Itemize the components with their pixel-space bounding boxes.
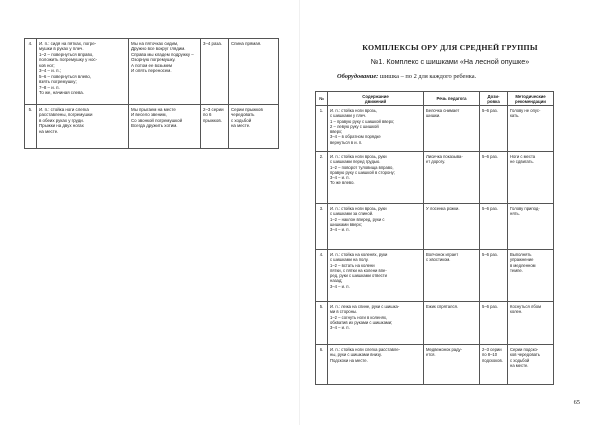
table-row bbox=[316, 250, 554, 302]
cell-dose: 5–6 раз. bbox=[480, 106, 508, 152]
table-row bbox=[25, 39, 279, 105]
cell-num: 5. bbox=[25, 105, 37, 149]
cell-num: 5. bbox=[316, 302, 328, 345]
table-row bbox=[316, 345, 554, 385]
cell-movement: И. п.: стойка на коленях, руки с шишками на полу. 1–2 – встать на колени пятки, с пятки на колени впе- ред, руки с шишками отвести назад; 3–4 – и. п. bbox=[328, 250, 424, 302]
table-header-row bbox=[316, 92, 554, 106]
cell-speech: У лосенка рожки. bbox=[424, 204, 480, 250]
cell-num: 6. bbox=[316, 345, 328, 385]
exercise-table bbox=[315, 91, 554, 385]
table-row bbox=[316, 106, 554, 152]
cell-notes: Серии подско- ков чередовать с ходьбой на месте. bbox=[508, 345, 554, 385]
cell-dose: 5–6 раз. bbox=[480, 204, 508, 250]
cell-movement: И. п.: стойка ноги слегка расставле- ны, руки с шишками внизу. Подскоки на месте. bbox=[328, 345, 424, 385]
cell-dose: 5–6 раз. bbox=[480, 152, 508, 204]
header-num: № bbox=[316, 92, 328, 106]
cell-num: 4. bbox=[25, 39, 37, 105]
section-title: КОМПЛЕКСЫ ОРУ ДЛЯ СРЕДНЕЙ ГРУППЫ bbox=[362, 43, 538, 52]
cell-speech: Белочка снимает шишки. bbox=[424, 106, 480, 152]
cell-num: 2. bbox=[316, 152, 328, 204]
page-number: 65 bbox=[573, 399, 580, 406]
table-row bbox=[25, 105, 279, 149]
cell-num: 4. bbox=[316, 250, 328, 302]
equipment-line bbox=[337, 73, 476, 80]
cell-notes: Серии прыжков чередовать с ходьбой на месте. bbox=[229, 105, 279, 149]
cell-movement: И. п.: стойка ноги врозь, руки с шишками перед грудью. 1–2 – поворот туловища вправо, правую руку с шишкой в сторону; 3–4 – и. п. То же влево. bbox=[328, 152, 424, 204]
table-row bbox=[316, 204, 554, 250]
table-row bbox=[316, 152, 554, 204]
cell-num: 3. bbox=[316, 204, 328, 250]
table-row bbox=[316, 302, 554, 345]
cell-movement: И. п.: стойка ноги врозь, руки с шишками за спиной. 1–2 – наклон вперед, руки с шишками вверх; 3–4 – и. п. bbox=[328, 204, 424, 250]
cell-speech: Медвежонок раду- ется. bbox=[424, 345, 480, 385]
left-exercise-table bbox=[24, 38, 279, 149]
equipment-text: шишка – по 2 для каждого ребенка. bbox=[378, 73, 477, 80]
cell-speech: Мы прыгаем на месте И весело звеним, Со звонкой погремушкой Всегда дружить хотим. bbox=[129, 105, 201, 149]
cell-notes: Спина прямая. bbox=[229, 39, 279, 105]
cell-dose: 5–6 раз. bbox=[480, 250, 508, 302]
complex-title: №1. Комплекс с шишками «На лесной опушке» bbox=[370, 57, 530, 66]
cell-speech: Ежик спрятался. bbox=[424, 302, 480, 345]
cell-movement: И. п.: лежа на спине, руки с шишка- ми в стороны. 1–2 – согнуть ноги в коленях, обхватив их руками с шишками; 3–4 – и. п. bbox=[328, 302, 424, 345]
cell-speech: Лисичка показыва- ет дорогу. bbox=[424, 152, 480, 204]
right-page bbox=[300, 0, 600, 425]
cell-dose: 3–4 раза. bbox=[201, 39, 229, 105]
header-notes: Методические рекомендации bbox=[508, 92, 554, 106]
cell-movement: И. п.: стойка ноги врозь, с шишками у плеч. 1 – правую руку с шишкой вверх; 2 – левую руку с шишкой вверх; 3–4 – в обратном порядке вернуться в и. п. bbox=[328, 106, 424, 152]
cell-movement: И. п.: стойка ноги слегка расставлены, погремушки в обеих руках у груди. Прыжки на двух ногах на месте. bbox=[37, 105, 129, 149]
header-speech: Речь педагога bbox=[424, 92, 480, 106]
header-content: Содержание движений bbox=[328, 92, 424, 106]
cell-notes: Ноги с места не сдвигать. bbox=[508, 152, 554, 204]
equipment-label: Оборудование: bbox=[337, 73, 379, 80]
cell-num: 1. bbox=[316, 106, 328, 152]
cell-notes: Голову припод- нять. bbox=[508, 204, 554, 250]
cell-speech: Мы на пяточках сидим, Дружно все вокруг глядим. Справа мы кладем подружку – Озорную погремушку. А потом ее возьмем И опять переносем. bbox=[129, 39, 201, 105]
cell-notes: Коснуться лбом колен. bbox=[508, 302, 554, 345]
cell-dose: 5–6 раз. bbox=[480, 302, 508, 345]
cell-notes: Голову не опус- кать. bbox=[508, 106, 554, 152]
cell-dose: 2–3 серии по 8–10 подскоков. bbox=[480, 345, 508, 385]
cell-movement: И. п.: сидя на пятках, погре- мушки в руках у плеч. 1–2 – повернуться вправо, положить погремушку у нос- ков ног; 3–4 – и. п.; 5–6 – повернуться влево, взять погремушку; 7–8 – и. п. То же, начиная слева. bbox=[37, 39, 129, 105]
cell-dose: 2–3 серии по 6 прыжков. bbox=[201, 105, 229, 149]
cell-speech: Волчонок играет с хвостиком. bbox=[424, 250, 480, 302]
header-dose: Дози- ровка bbox=[480, 92, 508, 106]
cell-notes: Выполнять упражнение в медленном темпе. bbox=[508, 250, 554, 302]
